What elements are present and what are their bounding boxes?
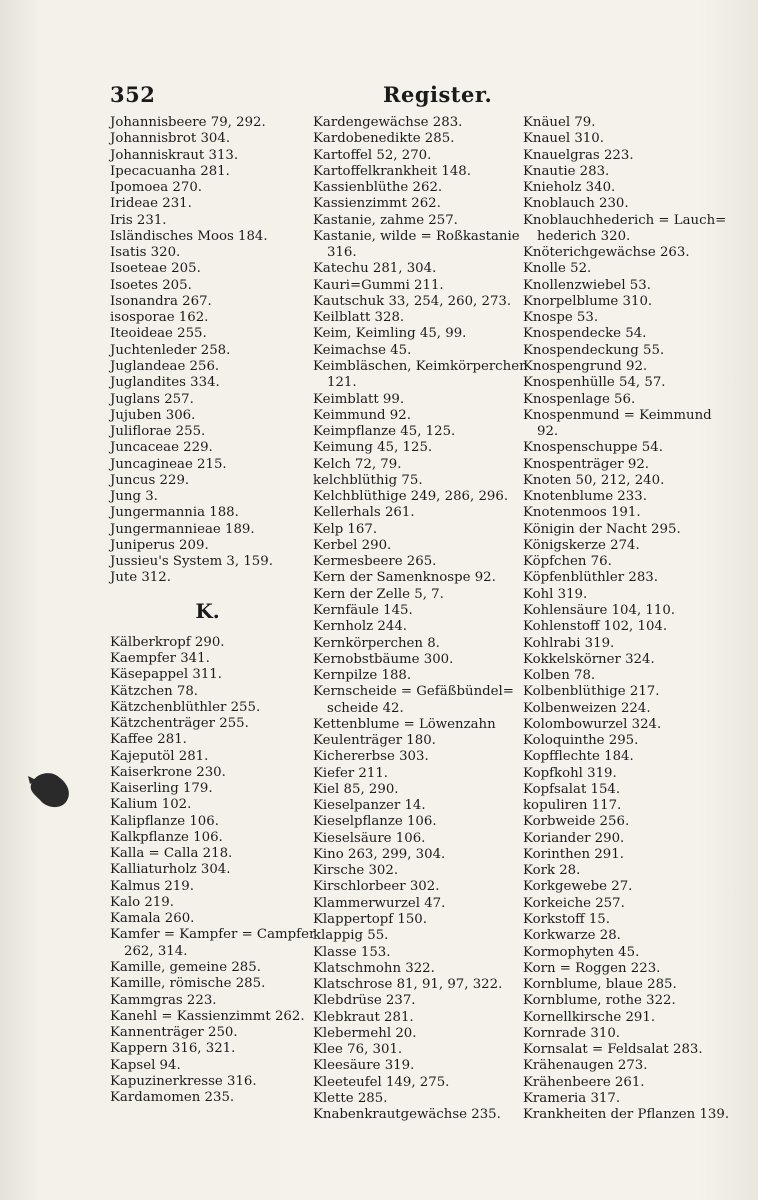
index-entry: Kernobstbäume 300. xyxy=(313,651,454,667)
index-entry: Knospenträger 92. xyxy=(523,456,650,472)
index-entry: Kaiserkrone 230. xyxy=(110,764,226,780)
index-entry: Knoblauch 230. xyxy=(523,196,629,212)
index-entry: Johannisbeere 79, 292. xyxy=(110,115,266,130)
index-entry: Kornellkirsche 291. xyxy=(523,1009,656,1025)
index-entry: Korkgewebe 27. xyxy=(523,879,633,895)
index-entry: Knorpelblume 310. xyxy=(523,293,653,309)
index-entry: Kannenträger 250. xyxy=(110,1025,238,1041)
index-column-1 xyxy=(110,115,316,1106)
index-entry: Klammerwurzel 47. xyxy=(313,895,446,911)
index-entry: Kelp 167. xyxy=(313,521,378,537)
index-entry: Isländisches Moos 184. xyxy=(110,228,268,244)
index-entry: Jungermannia 188. xyxy=(110,505,239,521)
index-entry: kopuliren 117. xyxy=(523,798,622,814)
index-entry: Kaiserling 179. xyxy=(110,781,213,797)
index-entry: Kieselpflanze 106. xyxy=(313,814,437,830)
index-entry: 262, 314. xyxy=(124,943,188,959)
column-1-entries-j xyxy=(110,115,305,587)
index-entry: hederich 320. xyxy=(537,228,631,244)
index-entry: Kanehl = Kassienzimmt 262. xyxy=(110,1008,305,1024)
index-entry: Knollenzwiebel 53. xyxy=(523,277,651,293)
index-entry: 316. xyxy=(327,245,357,261)
index-entry: Kiefer 211. xyxy=(313,765,389,781)
index-entry: Kleeteufel 149, 275. xyxy=(313,1074,450,1090)
index-entry: Kornblume, blaue 285. xyxy=(523,977,677,993)
index-entry: Krameria 317. xyxy=(523,1090,621,1106)
index-entry: Köpfenblüthler 283. xyxy=(523,570,658,586)
index-entry: Kardengewächse 283. xyxy=(313,115,463,130)
index-entry: Keimbläschen, Keimkörperchen xyxy=(313,358,528,374)
index-entry: Koriander 290. xyxy=(523,830,625,846)
index-entry: Kautschuk 33, 254, 260, 273. xyxy=(313,293,512,309)
index-entry: Korkstoff 15. xyxy=(523,912,610,928)
index-entry: Iteoideae 255. xyxy=(110,326,207,342)
index-entry: Kernpilze 188. xyxy=(313,668,412,684)
index-entry: scheide 42. xyxy=(327,700,404,716)
index-entry: Keim, Keimling 45, 99. xyxy=(313,326,467,342)
column-3-entries xyxy=(523,115,748,1123)
index-entry: Keilblatt 328. xyxy=(313,310,405,326)
index-entry: Kohlrabi 319. xyxy=(523,635,615,651)
index-entry: Königskerze 274. xyxy=(523,537,640,553)
index-entry: Kiel 85, 290. xyxy=(313,781,399,797)
index-entry: Klebkraut 281. xyxy=(313,1009,414,1025)
index-entry: Kalo 219. xyxy=(110,894,174,910)
index-entry: Kalla = Calla 218. xyxy=(110,846,233,862)
index-entry: Kamille, gemeine 285. xyxy=(110,960,261,976)
index-entry: Kassienblüthe 262. xyxy=(313,180,443,196)
index-entry: Kirschlorbeer 302. xyxy=(313,879,440,895)
index-entry: Knauel 310. xyxy=(523,131,604,147)
index-entry: Knabenkrautgewächse 235. xyxy=(313,1107,501,1123)
index-entry: Iris 231. xyxy=(110,212,167,228)
index-entry: Juliflorae 255. xyxy=(110,424,206,440)
index-entry: Kolben 78. xyxy=(523,668,596,684)
index-entry: Keimung 45, 125. xyxy=(313,440,433,456)
index-entry: Kernkörperchen 8. xyxy=(313,635,440,651)
index-entry: Kieselpanzer 14. xyxy=(313,798,426,814)
index-entry: Kätzchenträger 255. xyxy=(110,716,249,732)
index-entry: Jute 312. xyxy=(110,570,171,586)
index-entry: Kalliaturholz 304. xyxy=(110,862,231,878)
index-entry: Knospenhülle 54, 57. xyxy=(523,375,666,391)
index-entry: Knieholz 340. xyxy=(523,180,616,196)
index-entry: Jujuben 306. xyxy=(110,407,196,423)
index-entry: Juglans 257. xyxy=(110,391,194,407)
index-entry: Kernfäule 145. xyxy=(313,602,413,618)
index-entry: Johannisbrot 304. xyxy=(110,131,231,147)
index-entry: Korbweide 256. xyxy=(523,814,630,830)
index-entry: Kalmus 219. xyxy=(110,878,194,894)
index-entry: Koloquinthe 295. xyxy=(523,733,639,749)
index-entry: Kolombowurzel 324. xyxy=(523,716,662,732)
index-column-2 xyxy=(313,115,528,1123)
index-entry: Klasse 153. xyxy=(313,944,391,960)
index-entry: 92. xyxy=(537,424,559,440)
index-entry: Korn = Roggen 223. xyxy=(523,960,661,976)
index-entry: Krähenaugen 273. xyxy=(523,1058,648,1074)
index-entry: Knautie 283. xyxy=(523,163,610,179)
index-entry: Kalkpflanze 106. xyxy=(110,829,223,845)
index-entry: Juglandites 334. xyxy=(110,375,220,391)
index-entry: Jung 3. xyxy=(110,489,158,505)
index-column-3 xyxy=(523,115,748,1123)
index-entry: Kolbenweizen 224. xyxy=(523,700,651,716)
index-entry: Krähenbeere 261. xyxy=(523,1074,645,1090)
index-entry: Ipomoea 270. xyxy=(110,180,203,196)
index-entry: 121. xyxy=(327,375,357,391)
column-1-entries-k xyxy=(110,634,316,1107)
index-entry: Kormophyten 45. xyxy=(523,944,640,960)
index-entry: Klappertopf 150. xyxy=(313,912,427,928)
index-entry: Juglandeae 256. xyxy=(110,358,220,374)
index-entry: Klatschmohn 322. xyxy=(313,960,435,976)
index-entry: Kastanie, zahme 257. xyxy=(313,212,458,228)
index-entry: Kohlensäure 104, 110. xyxy=(523,602,676,618)
index-entry: Kassienzimmt 262. xyxy=(313,196,441,212)
index-entry: Kork 28. xyxy=(523,863,581,879)
index-entry: Kammgras 223. xyxy=(110,992,217,1008)
index-entry: Kern der Zelle 5, 7. xyxy=(313,586,444,602)
index-entry: Kätzchen 78. xyxy=(110,683,199,699)
index-entry: Kardamomen 235. xyxy=(110,1090,235,1106)
index-entry: Klebermehl 20. xyxy=(313,1025,417,1041)
index-entry: Keimmund 92. xyxy=(313,407,411,423)
index-entry: Kleesäure 319. xyxy=(313,1058,415,1074)
index-entry: Korkeiche 257. xyxy=(523,895,625,911)
index-entry: Knöterichgewächse 263. xyxy=(523,245,690,261)
index-entry: Klee 76, 301. xyxy=(313,1042,403,1058)
index-entry: Kauri=Gummi 211. xyxy=(313,277,444,293)
index-entry: Juncagineae 215. xyxy=(110,456,227,472)
index-entry: Knospengrund 92. xyxy=(523,358,648,374)
index-entry: kelchblüthig 75. xyxy=(313,472,423,488)
index-entry: Kermesbeere 265. xyxy=(313,554,437,570)
index-entry: Kohlenstoff 102, 104. xyxy=(523,619,668,635)
index-entry: Knauelgras 223. xyxy=(523,147,634,163)
index-entry: Kernscheide = Gefäßbündel= xyxy=(313,684,514,700)
index-entry: Kornsalat = Feldsalat 283. xyxy=(523,1042,703,1058)
index-entry: Juchtenleder 258. xyxy=(110,342,231,358)
index-entry: Kettenblume = Löwenzahn xyxy=(313,716,496,732)
index-entry: Kajeputöl 281. xyxy=(110,748,209,764)
index-entry: Kokkelskörner 324. xyxy=(523,651,655,667)
index-entry: Klatschrose 81, 91, 97, 322. xyxy=(313,977,503,993)
index-entry: Kopfflechte 184. xyxy=(523,749,634,765)
index-entry: Knotenblume 233. xyxy=(523,489,647,505)
page-number: 352 xyxy=(110,82,156,107)
index-entry: Kohl 319. xyxy=(523,586,588,602)
index-entry: Kalium 102. xyxy=(110,797,192,813)
index-entry: Knotenmoos 191. xyxy=(523,505,641,521)
index-entry: Kelch 72, 79. xyxy=(313,456,402,472)
index-entry: Keulenträger 180. xyxy=(313,733,436,749)
index-entry: Krankheiten der Pflanzen 139. xyxy=(523,1107,730,1123)
index-entry: Juniperus 209. xyxy=(110,537,209,553)
index-entry: Kelchblüthige 249, 286, 296. xyxy=(313,489,509,505)
ink-blot xyxy=(26,768,74,810)
page-title: Register. xyxy=(383,82,493,107)
index-entry: Knospe 53. xyxy=(523,310,599,326)
index-entry: Kastanie, wilde = Roßkastanie xyxy=(313,228,520,244)
index-entry: Köpfchen 76. xyxy=(523,554,612,570)
index-entry: Kopfkohl 319. xyxy=(523,765,617,781)
index-entry: Kino 263, 299, 304. xyxy=(313,846,446,862)
index-entry: Isonandra 267. xyxy=(110,293,212,309)
index-entry: Kappern 316, 321. xyxy=(110,1041,236,1057)
index-entry: Kopfsalat 154. xyxy=(523,781,621,797)
index-entry: Kernholz 244. xyxy=(313,619,408,635)
index-entry: isosporae 162. xyxy=(110,310,209,326)
index-entry: Kornrade 310. xyxy=(523,1025,620,1041)
index-entry: Kapuzinerkresse 316. xyxy=(110,1073,257,1089)
index-entry: Kartoffel 52, 270. xyxy=(313,147,432,163)
index-entry: Kirsche 302. xyxy=(313,863,399,879)
index-entry: Kieselsäure 106. xyxy=(313,830,426,846)
index-entry: Knospenschuppe 54. xyxy=(523,440,663,456)
index-entry: Knoten 50, 212, 240. xyxy=(523,472,665,488)
index-entry: Kern der Samenknospe 92. xyxy=(313,570,496,586)
index-entry: Kamala 260. xyxy=(110,911,195,927)
index-entry: Kalipflanze 106. xyxy=(110,813,219,829)
index-entry: Korinthen 291. xyxy=(523,846,624,862)
index-entry: Klebdrüse 237. xyxy=(313,993,416,1009)
index-entry: Kätzchenblüthler 255. xyxy=(110,699,261,715)
index-entry: Knospenmund = Keimmund xyxy=(523,407,712,423)
index-entry: Keimpflanze 45, 125. xyxy=(313,424,456,440)
index-entry: Keimblatt 99. xyxy=(313,391,405,407)
index-entry: Jussieu's System 3, 159. xyxy=(110,554,273,570)
index-entry: Juncaceae 229. xyxy=(110,440,213,456)
index-entry: Isoetes 205. xyxy=(110,277,192,293)
index-entry: Knoblauchhederich = Lauch= xyxy=(523,212,727,228)
index-entry: Ipecacuanha 281. xyxy=(110,163,230,179)
index-entry: Kamfer = Kampfer = Campfer xyxy=(110,927,316,943)
index-entry: Kaempfer 341. xyxy=(110,650,210,666)
index-entry: klappig 55. xyxy=(313,928,389,944)
index-entry: Johanniskraut 313. xyxy=(110,147,239,163)
index-entry: Irideae 231. xyxy=(110,196,192,212)
section-heading-k: K. xyxy=(195,598,220,623)
index-entry: Korkwarze 28. xyxy=(523,928,621,944)
index-entry: Knäuel 79. xyxy=(523,115,596,130)
index-entry: Kerbel 290. xyxy=(313,537,392,553)
index-entry: Jungermannieae 189. xyxy=(110,521,255,537)
index-entry: Knospenlage 56. xyxy=(523,391,636,407)
index-entry: Kapsel 94. xyxy=(110,1057,181,1073)
index-entry: Kälberkropf 290. xyxy=(110,634,225,650)
index-entry: Kornblume, rothe 322. xyxy=(523,993,676,1009)
index-entry: Isatis 320. xyxy=(110,245,181,261)
index-entry: Kardobenedikte 285. xyxy=(313,131,455,147)
index-entry: Kaffee 281. xyxy=(110,732,187,748)
index-entry: Kartoffelkrankheit 148. xyxy=(313,163,471,179)
index-entry: Isoeteae 205. xyxy=(110,261,201,277)
index-entry: Juncus 229. xyxy=(110,472,190,488)
index-entry: Klette 285. xyxy=(313,1090,388,1106)
column-2-entries xyxy=(313,115,528,1123)
index-entry: Kamille, römische 285. xyxy=(110,976,266,992)
index-entry: Kichererbse 303. xyxy=(313,749,429,765)
index-entry: Käsepappel 311. xyxy=(110,667,222,683)
index-entry: Kellerhals 261. xyxy=(313,505,415,521)
index-entry: Kolbenblüthige 217. xyxy=(523,684,660,700)
index-entry: Knolle 52. xyxy=(523,261,592,277)
index-entry: Katechu 281, 304. xyxy=(313,261,437,277)
index-entry: Knospendecke 54. xyxy=(523,326,647,342)
index-entry: Knospendeckung 55. xyxy=(523,342,665,358)
index-entry: Keimachse 45. xyxy=(313,342,412,358)
index-entry: Königin der Nacht 295. xyxy=(523,521,681,537)
